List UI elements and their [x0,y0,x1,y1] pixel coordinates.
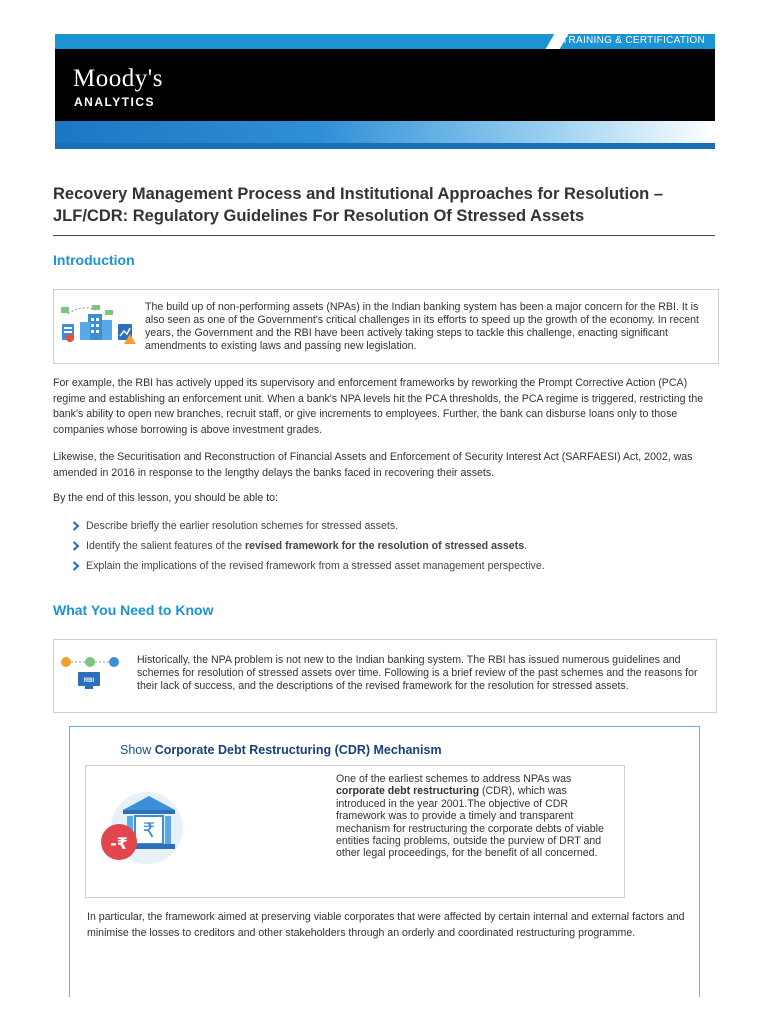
list-item [72,559,712,579]
analytics-logo: ANALYTICS [74,95,156,109]
rbi-icon-label: RBI [83,678,95,684]
need-to-know-box-text: Historically, the NPA problem is not new to the Indian banking system. The RBI has issued numerous guidelines and schemes for resolution of stressed assets over time. Following is a brief review of the past schemes and the reasons for their lack of success, and the descriptions of the revised framework for the resolution for stressed assets. [137,654,698,692]
page-title-line2: JLF/CDR: Regulatory Guidelines For Resolution Of Stressed Assets [53,207,585,225]
cdr-paragraph: In particular, the framework aimed at preserving viable corporates that were affected by certain internal and external factors and minimise the losses to creditors and other stakeholders through an orderly and coordinated restructuring programme. [87,911,685,939]
chevron-right-icon [72,541,80,551]
rbi-schemes-icon [60,656,130,692]
show-label[interactable]: Show [120,743,152,757]
cdr-text-post: (CDR), which was introduced in the year 2001.The objective of CDR framework was to provide a timely and transparent mechanism for restructuring the corporate debts of viable entities facing problems, outside the purview of DRT and other legal proceedings, for the benefit of all concerned. [336,785,604,860]
introduction-box-text: The build up of non-performing assets (NPAs) in the Indian banking system has been a major concern for the RBI. It is also seen as one of the Government's critical challenges in its efforts to speed up the growth of the economy. In recent years, the Government and the RBI have been actively taking steps to tackle this challenge, enacting significant amendments to existing laws and passing new legislation. [145,301,699,352]
objective-bold-text: revised framework for the resolution of stressed assets [245,540,525,552]
cdr-heading-title[interactable]: Corporate Debt Restructuring (CDR) Mechanism [154,743,442,757]
header-banner [55,49,715,121]
header-gradient-strip [55,121,715,149]
intro-paragraph-sarfaesi: Likewise, the Securitisation and Reconstruction of Financial Assets and Enforcement of Security Interest Act (SARFAESI) Act, 2002, was amended in 2016 in response to the lengthy delays the banks faced in recovering their assets. [53,451,693,479]
page-title [53,183,723,227]
introduction-heading: Introduction [53,252,135,268]
list-item [72,539,712,559]
list-item [72,519,712,539]
moodys-logo: Moody's [73,65,163,92]
cdr-toggle-heading[interactable] [120,743,442,757]
rupee-bank-icon [97,786,191,868]
objectives-intro: By the end of this lesson, you should be able to: [53,492,278,504]
title-divider [53,235,715,236]
header-top-strip [55,34,715,49]
rupee-symbol: ₹ [142,818,156,842]
cdr-text-pre: One of the earliest schemes to address NPAs was [336,773,572,785]
npa-illustration-icon [60,304,138,346]
chevron-right-icon [72,561,80,571]
page-title-line1: Recovery Management Process and Institutional Approaches for Resolution – [53,185,664,203]
objective-text: Identify the salient features of the [86,540,246,552]
minus-rupee-symbol: -₹ [110,834,128,853]
cdr-text-bold: corporate debt restructuring [336,785,480,798]
training-tagline: TRAINING & CERTIFICATION [562,35,705,46]
cdr-description [336,773,608,860]
objective-text: Explain the implications of the revised framework from a stressed asset management perspective. [86,560,545,572]
objective-text-end: . [524,540,528,552]
objective-text: Describe briefly the earlier resolution schemes for stressed assets. [86,520,399,532]
introduction-box [53,289,719,364]
cdr-panel [69,726,700,997]
objectives-list [72,519,712,579]
chevron-right-icon [72,521,80,531]
need-to-know-box [53,639,717,713]
need-to-know-heading: What You Need to Know [53,602,214,618]
cdr-content-box [85,765,625,898]
intro-paragraph-pca: For example, the RBI has actively upped its supervisory and enforcement frameworks by reworking the Prompt Corrective Action (PCA) regime and establishing an enforcement unit. When a bank's NPA levels hit the PCA thresholds, the PCA regime is triggered, restricting the bank's ability to open new branches, recruit staff, or give increments to employees. Further, the bank can disburse loans only to those companies whose borrowing is above investment grades. [53,377,704,436]
